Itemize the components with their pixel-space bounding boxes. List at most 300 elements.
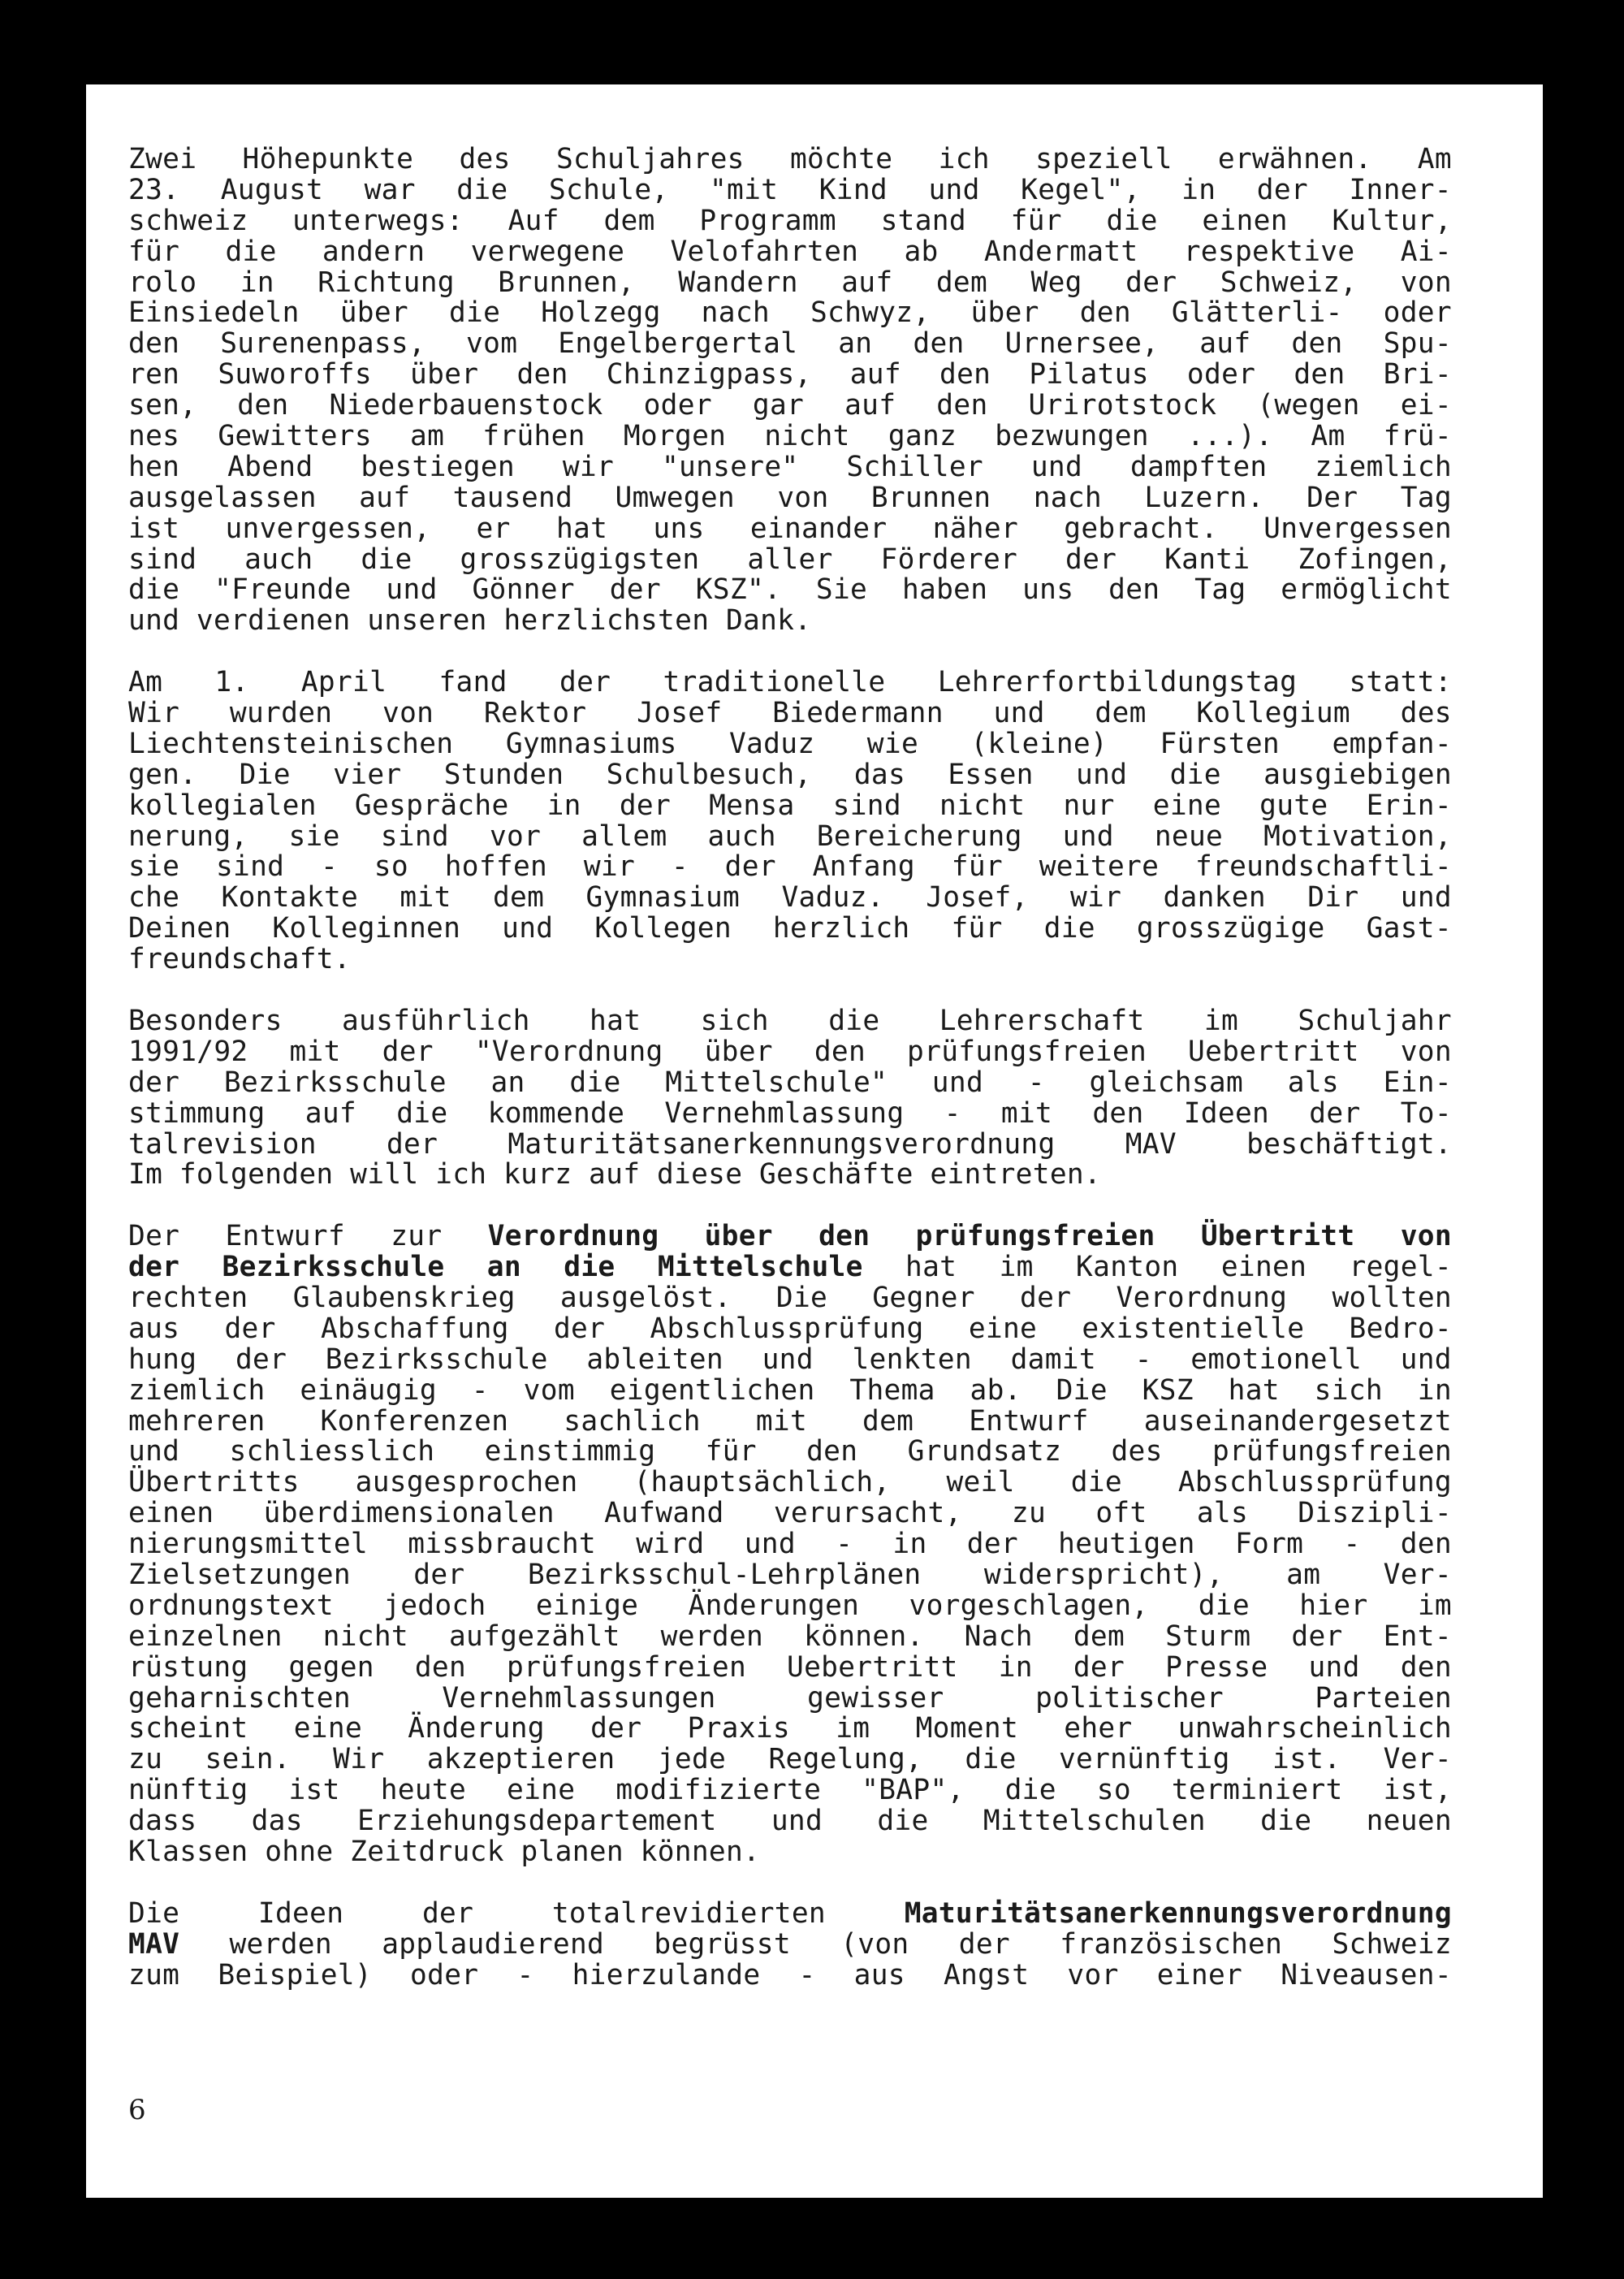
word: so bbox=[374, 850, 408, 884]
word: Abend bbox=[227, 450, 313, 483]
word: Beispiel) bbox=[218, 1958, 372, 1991]
word: von bbox=[1400, 266, 1452, 299]
word: ist, bbox=[1383, 1774, 1452, 1807]
word: eintreten. bbox=[930, 1158, 1102, 1191]
word: rechten bbox=[128, 1281, 248, 1314]
word: Die bbox=[775, 1281, 828, 1314]
word: "BAP", bbox=[862, 1774, 965, 1807]
word: Erin- bbox=[1366, 789, 1452, 822]
text-line bbox=[128, 945, 1452, 975]
word: Liechtensteinischen bbox=[128, 727, 454, 760]
word: Ver- bbox=[1383, 1558, 1452, 1591]
text-line bbox=[128, 668, 1452, 698]
word: Entwurf bbox=[969, 1404, 1089, 1438]
word: der bbox=[382, 1035, 434, 1068]
word: die bbox=[448, 296, 501, 330]
word: dem bbox=[935, 266, 988, 299]
word: auch bbox=[244, 543, 313, 576]
word: sen, bbox=[128, 389, 197, 422]
word: Gegner bbox=[872, 1281, 975, 1314]
word: KSZ". bbox=[695, 573, 782, 607]
word: Abschaffung bbox=[320, 1312, 509, 1345]
word: an bbox=[838, 327, 873, 361]
word: hung bbox=[128, 1343, 197, 1376]
text-line bbox=[128, 883, 1452, 914]
word: Dir bbox=[1307, 881, 1359, 915]
word: von bbox=[1400, 1035, 1452, 1068]
word: Die bbox=[128, 1896, 180, 1930]
word: Gespräche bbox=[354, 789, 509, 822]
word: Änderungen bbox=[688, 1589, 860, 1622]
text-line bbox=[128, 1927, 1452, 1961]
word: Mensa bbox=[709, 789, 795, 822]
word: und bbox=[386, 573, 438, 607]
word: den bbox=[1294, 358, 1345, 391]
word: Vaduz bbox=[728, 727, 815, 760]
word: heute bbox=[380, 1774, 467, 1807]
word: Kanton bbox=[1076, 1251, 1179, 1284]
word: heutigen bbox=[1058, 1528, 1195, 1561]
word: Brunnen bbox=[870, 481, 991, 514]
word: war bbox=[364, 173, 416, 206]
word: den bbox=[913, 327, 965, 361]
word: der bbox=[1020, 1281, 1072, 1314]
word: das bbox=[251, 1805, 303, 1838]
word: den bbox=[1079, 296, 1131, 330]
text-line bbox=[128, 1283, 1452, 1314]
word: und bbox=[1030, 450, 1083, 483]
word: Tag bbox=[1194, 573, 1246, 607]
word: in bbox=[892, 1528, 927, 1561]
word: applaudierend bbox=[382, 1927, 605, 1961]
word: (von bbox=[840, 1927, 909, 1961]
word: danken bbox=[1163, 881, 1266, 915]
word: einen bbox=[1220, 1251, 1307, 1284]
word: frühen bbox=[482, 420, 585, 453]
word: Bezirksschule bbox=[223, 1066, 447, 1099]
text-line bbox=[128, 1775, 1452, 1806]
word: - bbox=[1343, 1528, 1361, 1561]
word: Spu- bbox=[1383, 327, 1452, 361]
word: Deinen bbox=[128, 912, 231, 945]
word: Kollegen bbox=[594, 912, 732, 945]
word: überdimensionalen bbox=[263, 1497, 555, 1530]
word: (wegen bbox=[1257, 389, 1360, 422]
word: Inner- bbox=[1349, 173, 1452, 206]
word: rolo bbox=[128, 266, 197, 299]
word: hat bbox=[1228, 1373, 1280, 1407]
word: Bri- bbox=[1383, 358, 1452, 391]
word: Mittelschule bbox=[657, 1251, 863, 1284]
word: und bbox=[928, 173, 980, 206]
word: Schule, bbox=[548, 173, 669, 206]
word: Zeitdruck bbox=[350, 1835, 504, 1868]
paragraph bbox=[128, 1006, 1452, 1191]
word: gewisser bbox=[807, 1681, 944, 1715]
word: Sturm bbox=[1165, 1620, 1251, 1653]
word: auf bbox=[844, 389, 896, 422]
word: den bbox=[237, 389, 289, 422]
word: den bbox=[936, 389, 988, 422]
word: für bbox=[128, 235, 180, 268]
word: Bedro- bbox=[1349, 1312, 1452, 1345]
word: im bbox=[1417, 1589, 1452, 1622]
word: am bbox=[1286, 1558, 1321, 1591]
word: nes bbox=[128, 420, 180, 453]
word: am bbox=[410, 420, 445, 453]
text-line bbox=[128, 391, 1452, 422]
word: - bbox=[671, 850, 689, 884]
word: sind bbox=[128, 543, 197, 576]
word: Chinzigpass, bbox=[606, 358, 812, 391]
text-line bbox=[128, 1222, 1452, 1252]
word: eher bbox=[1064, 1712, 1133, 1745]
word: Übertritts bbox=[128, 1466, 300, 1499]
word: die bbox=[1260, 1805, 1312, 1838]
word: der bbox=[553, 1312, 606, 1345]
word: freundschaft. bbox=[128, 943, 351, 976]
word: emotionell bbox=[1190, 1343, 1363, 1376]
word: Kanti bbox=[1164, 543, 1250, 576]
word: auf bbox=[841, 266, 893, 299]
word: KSZ bbox=[1142, 1373, 1194, 1407]
word: politischer bbox=[1035, 1681, 1224, 1715]
word: uns bbox=[1022, 573, 1074, 607]
word: Uebertritt bbox=[787, 1650, 958, 1684]
word: "Freunde bbox=[214, 573, 352, 607]
text-line bbox=[128, 1958, 1452, 1991]
text-line bbox=[128, 483, 1452, 514]
word: im bbox=[999, 1251, 1034, 1284]
word: ordnungstext bbox=[128, 1589, 334, 1622]
word: ziemlich bbox=[128, 1373, 266, 1407]
word: Vernehmlassungen bbox=[442, 1681, 716, 1715]
word: des bbox=[459, 143, 511, 175]
word: den bbox=[1108, 573, 1160, 607]
word: die bbox=[1070, 1466, 1122, 1499]
word: freundschaftli- bbox=[1194, 850, 1452, 884]
text-line bbox=[128, 237, 1452, 268]
word: Glaubenskrieg bbox=[292, 1281, 516, 1314]
word: widerspricht), bbox=[983, 1558, 1224, 1591]
word: oder bbox=[1186, 358, 1256, 391]
word: Vaduz. bbox=[781, 881, 884, 915]
word: Schweiz bbox=[1332, 1927, 1452, 1961]
text-line bbox=[128, 514, 1452, 545]
word: nicht bbox=[939, 789, 1026, 822]
word: modifizierte bbox=[615, 1774, 822, 1807]
word: - bbox=[1027, 1066, 1045, 1099]
text-line bbox=[128, 545, 1452, 576]
word: Zielsetzungen bbox=[128, 1558, 351, 1591]
word: die bbox=[569, 1066, 621, 1099]
word: Nach bbox=[964, 1620, 1033, 1653]
word: dem bbox=[1095, 697, 1147, 730]
word: zum bbox=[128, 1958, 180, 1991]
word: des bbox=[1400, 697, 1452, 730]
text-line bbox=[128, 360, 1452, 391]
word: der bbox=[724, 850, 776, 884]
word: Aufwand bbox=[604, 1497, 724, 1530]
word: unvergessen, bbox=[225, 512, 431, 545]
word: Essen bbox=[948, 758, 1034, 791]
word: Am bbox=[1311, 420, 1345, 453]
word: sind bbox=[832, 789, 901, 822]
word: für bbox=[951, 850, 1003, 884]
word: Auf bbox=[508, 204, 559, 237]
word: wir bbox=[562, 450, 615, 483]
word: ausgesprochen bbox=[355, 1466, 578, 1499]
word: bezwungen bbox=[995, 420, 1149, 453]
word: Brunnen, bbox=[498, 266, 635, 299]
text-line bbox=[128, 1622, 1452, 1653]
word: die bbox=[1004, 1774, 1056, 1807]
word: Gewitters bbox=[218, 420, 372, 453]
word: Förderer bbox=[880, 543, 1018, 576]
word: Der bbox=[1307, 481, 1358, 514]
word: dampften bbox=[1129, 450, 1268, 483]
word: eine bbox=[293, 1712, 363, 1745]
word: Wir bbox=[128, 697, 180, 730]
word: Kegel", bbox=[1021, 173, 1141, 206]
word: diese bbox=[656, 1158, 743, 1191]
word: damit bbox=[1010, 1343, 1096, 1376]
word: herzlichsten bbox=[503, 604, 710, 638]
word: ausgelöst. bbox=[559, 1281, 732, 1314]
word: den bbox=[806, 1435, 858, 1468]
word: Glätterli- bbox=[1171, 296, 1343, 330]
word: im bbox=[1203, 1004, 1239, 1037]
word: der bbox=[958, 1927, 1010, 1961]
word: Praxis bbox=[687, 1712, 790, 1745]
word: bestiegen bbox=[361, 450, 515, 483]
word: Schweiz, bbox=[1220, 266, 1358, 299]
word: Parteien bbox=[1315, 1681, 1452, 1715]
word: für bbox=[705, 1435, 757, 1468]
word: talrevision bbox=[128, 1127, 317, 1161]
word: für bbox=[1010, 204, 1062, 237]
word: wollten bbox=[1332, 1281, 1452, 1314]
text-line bbox=[128, 1560, 1452, 1591]
word: Kultur, bbox=[1332, 204, 1452, 237]
word: der bbox=[128, 1066, 180, 1099]
word: planen bbox=[520, 1835, 624, 1868]
word: den bbox=[516, 358, 568, 391]
word: Höhepunkte bbox=[242, 143, 414, 175]
word: - bbox=[320, 850, 339, 884]
word: über bbox=[704, 1220, 773, 1253]
word: die bbox=[128, 573, 180, 607]
text-line bbox=[128, 698, 1452, 729]
word: sich bbox=[1314, 1373, 1383, 1407]
word: "Verordnung bbox=[474, 1035, 663, 1068]
word: die bbox=[396, 1096, 448, 1130]
word: hoffen bbox=[444, 850, 548, 884]
word: Josef bbox=[637, 697, 723, 730]
word: der bbox=[1256, 173, 1308, 206]
word: Schulbesuch, bbox=[606, 758, 812, 791]
word: gute bbox=[1259, 789, 1328, 822]
word: Form bbox=[1234, 1528, 1304, 1561]
text-line bbox=[128, 1468, 1452, 1498]
word: Thema bbox=[849, 1373, 935, 1407]
text-line bbox=[128, 1806, 1452, 1837]
word: hat bbox=[590, 1004, 641, 1037]
word: ab. bbox=[970, 1373, 1021, 1407]
word: Presse bbox=[1165, 1650, 1268, 1684]
text-line bbox=[128, 606, 1452, 637]
word: und bbox=[128, 1435, 180, 1468]
word: auf bbox=[304, 1096, 356, 1130]
word: Angst bbox=[943, 1958, 1030, 1991]
word: über bbox=[410, 358, 479, 391]
word: gar bbox=[752, 389, 805, 422]
word: in bbox=[1417, 1373, 1452, 1407]
word: und bbox=[1400, 881, 1452, 915]
word: nerung, bbox=[128, 819, 248, 853]
word: ich bbox=[938, 143, 990, 175]
word: einander bbox=[749, 512, 888, 545]
text-line bbox=[128, 1498, 1452, 1529]
word: als bbox=[1287, 1066, 1339, 1099]
word: einzelnen bbox=[128, 1620, 283, 1653]
word: mehreren bbox=[128, 1404, 266, 1438]
word: sein. bbox=[205, 1743, 291, 1776]
word: hen bbox=[128, 450, 180, 483]
text-line bbox=[128, 575, 1452, 606]
word: Zofingen, bbox=[1298, 543, 1452, 576]
word: weil bbox=[946, 1466, 1015, 1499]
word: vernünftig bbox=[1058, 1743, 1230, 1776]
word: - bbox=[944, 1096, 961, 1130]
word: Schwyz, bbox=[810, 296, 931, 330]
word: oder bbox=[1383, 296, 1452, 330]
text-line bbox=[128, 1096, 1452, 1130]
word: der bbox=[1309, 1096, 1361, 1130]
word: mit bbox=[400, 881, 451, 915]
word: Bezirksschule bbox=[325, 1343, 548, 1376]
word: Gönner bbox=[472, 573, 575, 607]
word: Entwurf bbox=[225, 1220, 345, 1253]
word: April bbox=[300, 666, 387, 699]
word: im bbox=[836, 1712, 870, 1745]
word: wurden bbox=[229, 697, 333, 730]
word: Gast- bbox=[1366, 912, 1452, 945]
word: Zwei bbox=[128, 143, 197, 175]
word: Programm bbox=[699, 204, 836, 237]
word: der bbox=[421, 1896, 474, 1930]
word: gen. bbox=[128, 758, 197, 791]
word: Besonders bbox=[128, 1004, 283, 1037]
word: gebracht. bbox=[1064, 512, 1218, 545]
word: über bbox=[704, 1035, 773, 1068]
word: sich bbox=[700, 1004, 769, 1037]
word: Grundsatz bbox=[907, 1435, 1062, 1468]
word: werden bbox=[660, 1620, 764, 1653]
word: den bbox=[1092, 1096, 1144, 1130]
word: der bbox=[1125, 266, 1177, 299]
word: Die bbox=[239, 758, 291, 791]
word: wie bbox=[866, 727, 919, 760]
word: schweiz bbox=[128, 204, 248, 237]
text-line bbox=[128, 1314, 1452, 1345]
word: von bbox=[1400, 1220, 1452, 1253]
text-line bbox=[128, 298, 1452, 329]
text-line bbox=[128, 175, 1452, 206]
text-line bbox=[128, 1252, 1452, 1283]
word: 23. bbox=[128, 173, 180, 206]
word: der bbox=[413, 1558, 465, 1591]
text-line bbox=[128, 1896, 1452, 1930]
word: Velofahrten bbox=[670, 235, 859, 268]
word: das bbox=[853, 758, 906, 791]
word: nicht bbox=[764, 420, 850, 453]
word: Andermatt bbox=[983, 235, 1138, 268]
word: eine bbox=[968, 1312, 1038, 1345]
text-line bbox=[128, 1837, 1452, 1868]
word: die bbox=[564, 1251, 615, 1284]
word: MAV bbox=[1125, 1127, 1177, 1161]
word: beschäftigt. bbox=[1246, 1127, 1452, 1161]
word: dem bbox=[1073, 1620, 1125, 1653]
word: Kollegium bbox=[1196, 697, 1350, 730]
word: 1. bbox=[214, 666, 249, 699]
word: wird bbox=[636, 1528, 705, 1561]
word: Diszipli- bbox=[1298, 1497, 1452, 1530]
word: an bbox=[490, 1066, 525, 1099]
word: unseren bbox=[367, 604, 487, 638]
word: Kontakte bbox=[221, 881, 359, 915]
word: speziell bbox=[1035, 143, 1173, 175]
word: ist. bbox=[1272, 1743, 1341, 1776]
word: sie bbox=[288, 819, 340, 853]
word: in bbox=[1181, 173, 1216, 206]
word: prüfungsfreien bbox=[507, 1650, 747, 1684]
word: sind bbox=[380, 819, 449, 853]
word: neuen bbox=[1366, 1805, 1452, 1838]
word: Lehrerfortbildungstag bbox=[937, 666, 1298, 699]
word: nicht bbox=[322, 1620, 408, 1653]
word: einige bbox=[535, 1589, 639, 1622]
word: dem bbox=[492, 881, 545, 915]
text-line bbox=[128, 1714, 1452, 1745]
word: folgenden bbox=[179, 1158, 334, 1191]
text-line bbox=[128, 329, 1452, 360]
word: Holzegg bbox=[541, 296, 661, 330]
word: Josef, bbox=[926, 881, 1029, 915]
word: ab bbox=[904, 235, 939, 268]
word: über bbox=[970, 296, 1039, 330]
word: der bbox=[590, 1712, 642, 1745]
paragraph bbox=[128, 1222, 1452, 1868]
word: der bbox=[1065, 543, 1117, 576]
word: Der bbox=[128, 1220, 180, 1253]
word: Weg bbox=[1030, 266, 1082, 299]
word: ist bbox=[288, 1774, 340, 1807]
word: den bbox=[939, 358, 991, 391]
word: herzlich bbox=[772, 912, 910, 945]
word: den bbox=[414, 1650, 467, 1684]
word: auf bbox=[1199, 327, 1251, 361]
word: lenkten bbox=[852, 1343, 972, 1376]
word: vom bbox=[466, 327, 518, 361]
word: näher bbox=[932, 512, 1019, 545]
word: - bbox=[471, 1373, 489, 1407]
word: (kleine) bbox=[970, 727, 1108, 760]
word: ist bbox=[128, 512, 180, 545]
word: von bbox=[382, 697, 434, 730]
word: können. bbox=[804, 1620, 924, 1653]
